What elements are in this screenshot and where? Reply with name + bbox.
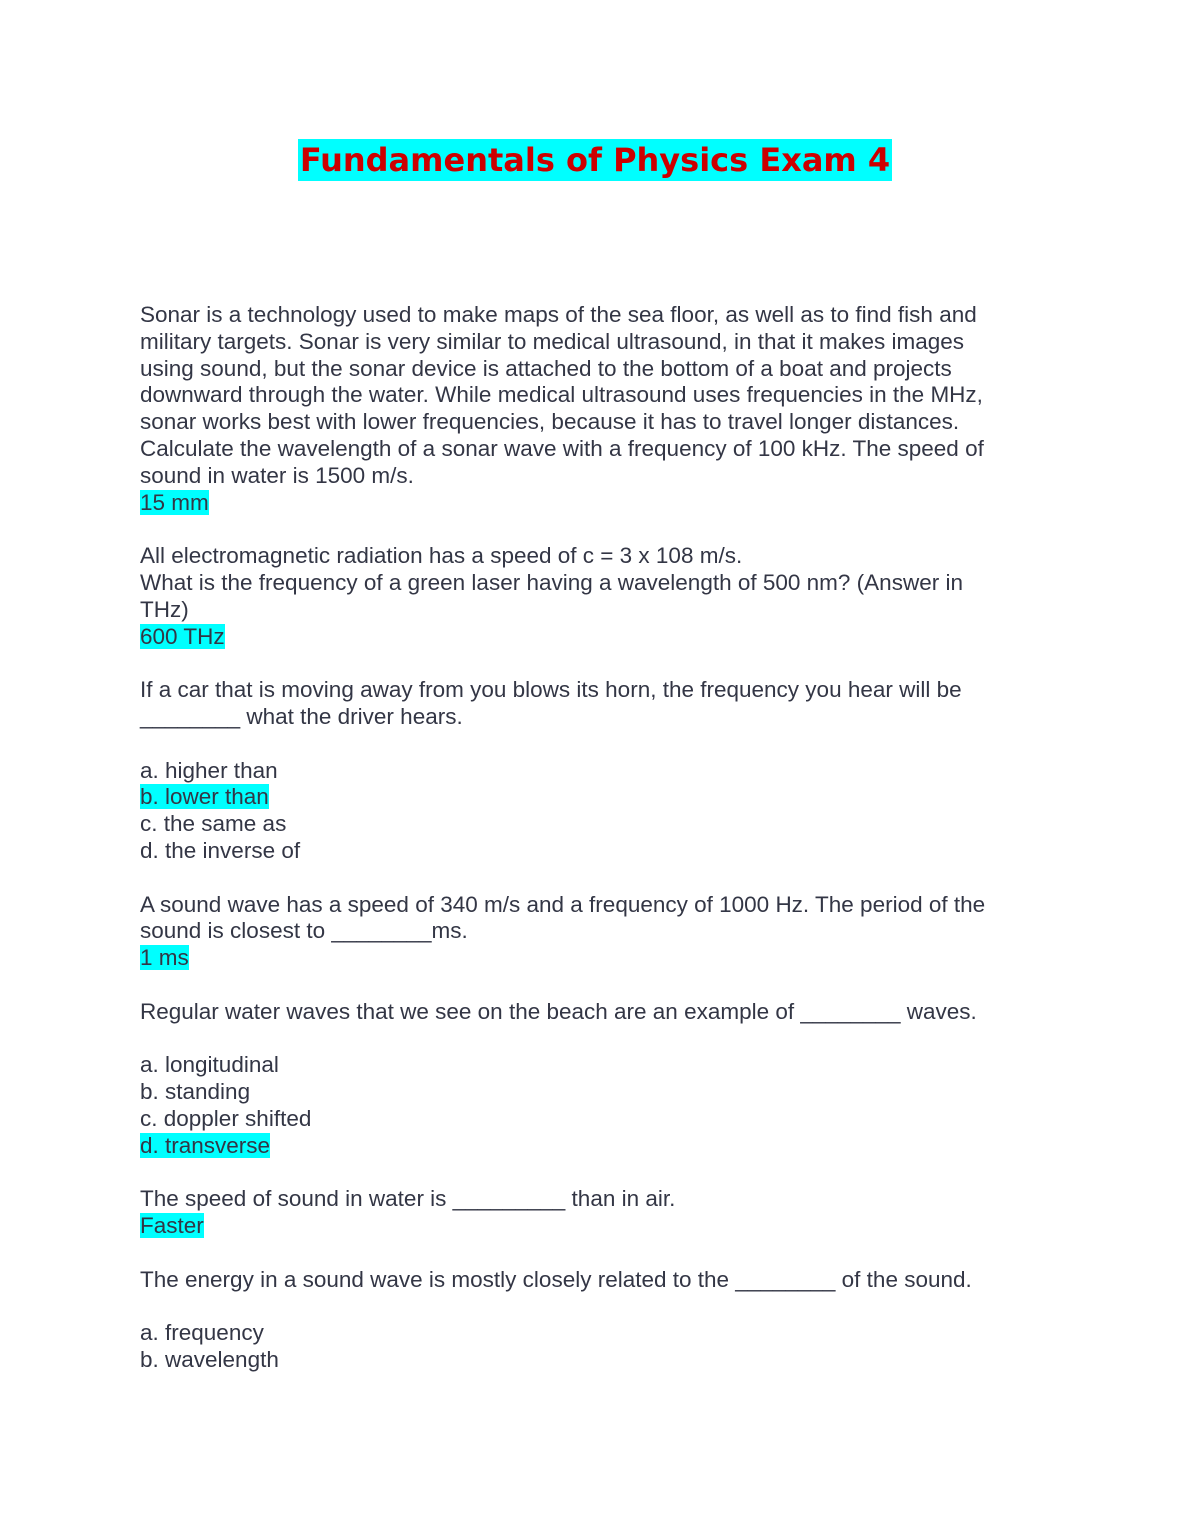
answer-line xyxy=(140,945,1040,972)
question-text-line: sound in water is 1500 m/s. xyxy=(140,462,414,488)
question-text-line: Calculate the wavelength of a sonar wave with a frequency of 100 kHz. The speed of xyxy=(140,435,984,461)
option-b: b. standing xyxy=(140,1079,251,1105)
spacer xyxy=(140,972,1040,999)
question-text-line: The energy in a sound wave is mostly closely related to the ________ of the sound. xyxy=(140,1266,972,1292)
highlighted-answer: 15 mm xyxy=(140,489,209,515)
spacer xyxy=(140,1240,1040,1267)
option-c: c. doppler shifted xyxy=(140,1105,312,1131)
option-b-line xyxy=(140,784,1040,811)
spacer xyxy=(140,865,1040,892)
option-d-line xyxy=(140,1133,1040,1160)
question-text-line: sonar works best with lower frequencies, because it has to travel longer distances. xyxy=(140,409,960,435)
spacer xyxy=(140,1026,1040,1053)
option-b: b. wavelength xyxy=(140,1347,279,1373)
spacer xyxy=(140,1293,1040,1320)
question-text-line: using sound, but the sonar device is attached to the bottom of a boat and projects xyxy=(140,355,952,381)
question-7 xyxy=(140,1267,1040,1374)
question-text-line: Regular water waves that we see on the beach are an example of ________ waves. xyxy=(140,998,977,1024)
document-body xyxy=(140,302,1040,1374)
question-5 xyxy=(140,999,1040,1160)
question-text-line: Sonar is a technology used to make maps of the sea floor, as well as to find fish and xyxy=(140,302,977,327)
question-6 xyxy=(140,1186,1040,1240)
highlighted-answer: 600 THz xyxy=(140,623,225,649)
spacer xyxy=(140,1160,1040,1187)
option-a: a. frequency xyxy=(140,1320,264,1346)
question-text-line: What is the frequency of a green laser having a wavelength of 500 nm? (Answer in xyxy=(140,569,963,595)
highlighted-answer: 1 ms xyxy=(140,945,189,971)
option-a: a. higher than xyxy=(140,757,278,783)
question-text-line: All electromagnetic radiation has a speed of c = 3 x 108 m/s. xyxy=(140,543,743,569)
question-text-line: downward through the water. While medical ultrasound uses frequencies in the MHz, xyxy=(140,382,983,408)
question-text-line: military targets. Sonar is very similar to medical ultrasound, in that it makes images xyxy=(140,328,965,354)
answer-line xyxy=(140,1213,1040,1240)
question-text-line: sound is closest to ________ms. xyxy=(140,918,468,944)
question-text-line: A sound wave has a speed of 340 m/s and a frequency of 1000 Hz. The period of the xyxy=(140,891,986,917)
question-text-line: The speed of sound in water is _________ than in air. xyxy=(140,1186,676,1212)
question-2 xyxy=(140,543,1040,650)
spacer xyxy=(140,516,1040,543)
title-container xyxy=(0,139,1190,181)
spacer xyxy=(140,731,1040,758)
option-c: c. the same as xyxy=(140,811,287,837)
question-1 xyxy=(140,302,1040,516)
highlighted-answer: b. lower than xyxy=(140,784,269,810)
option-a: a. longitudinal xyxy=(140,1052,279,1078)
question-4 xyxy=(140,892,1040,972)
question-text-line: If a car that is moving away from you blows its horn, the frequency you hear will be xyxy=(140,677,962,703)
spacer xyxy=(140,650,1040,677)
option-d: d. the inverse of xyxy=(140,837,301,863)
answer-line xyxy=(140,624,1040,651)
highlighted-answer: Faster xyxy=(140,1213,204,1239)
answer-line xyxy=(140,490,1040,517)
document-title: Fundamentals of Physics Exam 4 xyxy=(299,141,891,179)
question-3 xyxy=(140,677,1040,865)
highlighted-answer: d. transverse xyxy=(140,1132,271,1158)
question-text-line: THz) xyxy=(140,596,189,622)
question-text-line: ________ what the driver hears. xyxy=(140,703,463,729)
